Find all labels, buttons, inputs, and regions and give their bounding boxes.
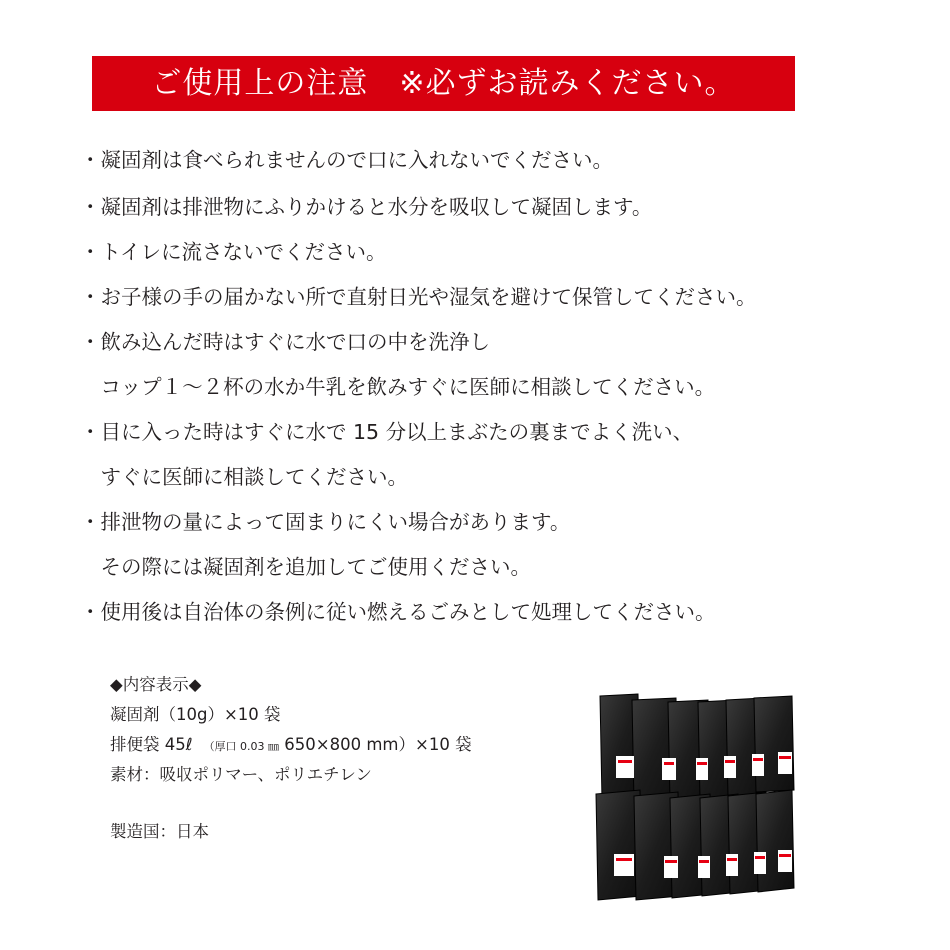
label-stripe bbox=[755, 856, 765, 859]
caution-item: ・排泄物の量によって固まりにくい場合があります。 bbox=[80, 510, 571, 534]
bag-stack-top bbox=[600, 694, 794, 802]
contents-material: 素材：吸収ポリマー、ポリエチレン bbox=[110, 765, 372, 784]
contents-origin: 製造国：日本 bbox=[110, 822, 209, 841]
bag-shape bbox=[756, 790, 794, 892]
label-stripe bbox=[665, 860, 677, 863]
caution-item: ・飲み込んだ時はすぐに水で口の中を洗浄し bbox=[80, 330, 490, 354]
product-photo bbox=[580, 690, 796, 905]
label-patch bbox=[778, 850, 792, 872]
label-stripe bbox=[664, 762, 674, 765]
label-patch bbox=[696, 758, 708, 780]
label-stripe bbox=[699, 860, 709, 863]
bag-thickness: （厚口 0.03 ㎜ bbox=[209, 740, 280, 753]
bag-stack-bottom bbox=[596, 790, 794, 900]
label-stripe bbox=[725, 760, 735, 763]
label-stripe bbox=[779, 756, 791, 759]
label-patch bbox=[754, 852, 766, 874]
contents-heading: ◆内容表示◆ bbox=[110, 675, 202, 694]
label-patch bbox=[726, 854, 738, 876]
bag-shape bbox=[754, 696, 794, 792]
caution-item-continuation: すぐに医師に相談してください。 bbox=[80, 465, 408, 489]
label-patch bbox=[698, 856, 710, 878]
label-patch bbox=[662, 758, 676, 780]
label-patch bbox=[752, 754, 764, 776]
caution-banner: ご使用上の注意 ※必ずお読みください。 bbox=[92, 56, 795, 111]
caution-item: ・使用後は自治体の条例に従い燃えるごみとして処理してください。 bbox=[80, 600, 716, 624]
contents-bag bbox=[110, 734, 472, 758]
label-patch bbox=[616, 756, 634, 778]
caution-item-continuation: その際には凝固剤を追加してご使用ください。 bbox=[80, 555, 531, 579]
label-patch bbox=[778, 752, 792, 774]
caution-item: ・凝固剤は排泄物にふりかけると水分を吸収して凝固します。 bbox=[80, 195, 653, 219]
label-stripe bbox=[697, 762, 707, 765]
contents-agent: 凝固剤（10g）×10 袋 bbox=[110, 705, 281, 724]
label-stripe bbox=[618, 760, 632, 763]
label-stripe bbox=[727, 858, 737, 861]
caution-item-continuation: コップ１～２杯の水か牛乳を飲みすぐに医師に相談してください。 bbox=[80, 375, 716, 399]
label-patch bbox=[724, 756, 736, 778]
caution-item: ・目に入った時はすぐに水で 15 分以上まぶたの裏までよく洗い、 bbox=[80, 420, 694, 444]
caution-item: ・トイレに流さないでください。 bbox=[80, 240, 387, 264]
caution-item: ・お子様の手の届かない所で直射日光や湿気を避けて保管してください。 bbox=[80, 285, 757, 309]
label-patch bbox=[614, 854, 634, 876]
label-patch bbox=[664, 856, 678, 878]
label-stripe bbox=[616, 858, 632, 861]
bag-prefix: 排便袋 45ℓ bbox=[110, 735, 210, 754]
label-stripe bbox=[753, 758, 763, 761]
caution-item: ・凝固剤は食べられませんので口に入れないでください。 bbox=[80, 148, 613, 172]
label-stripe bbox=[779, 854, 791, 857]
bag-size: 650×800 mm）×10 袋 bbox=[279, 735, 472, 754]
